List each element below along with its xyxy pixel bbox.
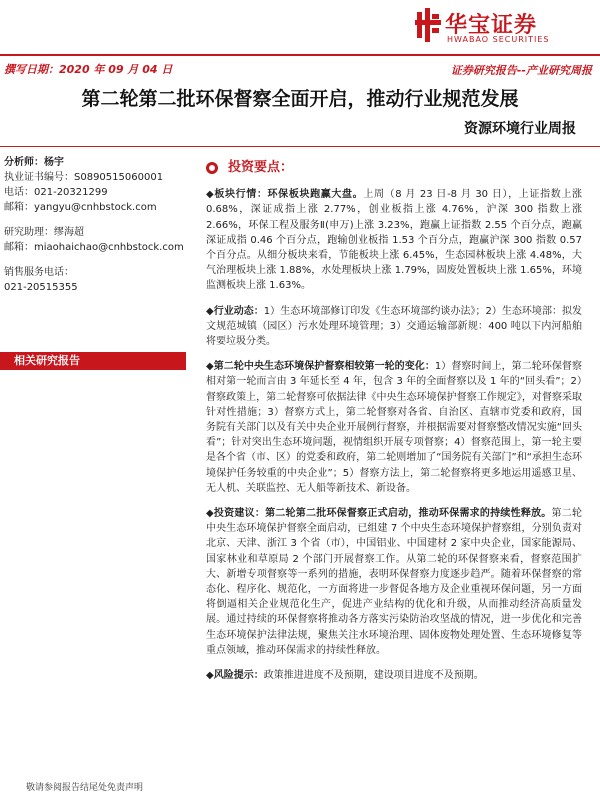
report-date: 撰写日期：2020 年 09 月 04 日: [4, 63, 173, 76]
header-divider: [0, 54, 600, 56]
email-label: 邮箱：: [4, 202, 34, 213]
para-body: 上周（8 月 23 日-8 月 30 日），上证指数上涨 0.68%，深证成指上涨 2.77%，创业板指上涨 4.76%，沪深 300 指数上涨 2.66%，环保工程及服务Ⅱ(申万)上涨 3.23%，跑赢上证指数 2.55 个百分点，跑赢深证成指 0.46 个百分点，跑输创业板指 1.53 个百分点，跑赢沪深 300 指数 0.57 个百分点。从细分板块来看，节能板块上涨 6.45%，生态园林板块上涨 4.48%，大气治理板块上涨 1.88%，水处理板块上涨 1.79%，固废处置板块上涨 1.65%，环境监测板块上涨 1.63%。: [206, 189, 582, 292]
footer-disclaimer: 敬请参阅报告结尾处免责声明: [26, 783, 144, 793]
analyst-row: [4, 155, 184, 170]
email-link[interactable]: yangyu@cnhbstock.com: [34, 202, 157, 213]
assistant-email-link[interactable]: miaohaichao@cnhbstock.com: [34, 242, 184, 253]
brand-name-en: HWABAO SECURITIES: [447, 35, 550, 44]
para-head: ◆风险提示：: [206, 670, 264, 682]
phone-label: 电话：: [4, 187, 34, 198]
assistant-email-row: [4, 240, 184, 255]
para-body: 第二轮中央生态环境保护督察全面启动，已组建 7 个中央生态环境保护督察组，分别负责对北京、天津、浙江 3 个省（市），中国铝业、中国建材 2 家中央企业，国家能源局、国家林业和草原局 2 个部门开展督察工作。从第二轮的环保督察来看，督察范围扩大、新增专项督察等一系列的措施，表明环保督察力度逐步趋严。随着环保督察的常态化、程序化、规范化，一方面将进一步督促各地方及企业重视环保问题，另一方面将倒逼相关企业规范化生产，促进产业结构的优化和升级，从而推动经济高质量发展。通过持续的环保督察将推动各方落实污染防治攻坚战的情况，进一步优化和完善生态环境保护法律法规，聚焦关注水环境治理、固体废物处理处置、生态环境修复等重点领域，推动环保需求的持续性释放。: [206, 508, 582, 656]
para-news: [206, 304, 582, 350]
para-head: ◆板块行情：环保板块跑赢大盘。: [206, 189, 364, 201]
para-changes: [206, 359, 582, 496]
report-category: 证券研究报告--产业研究周报: [450, 64, 592, 77]
assistant-email-label: 邮箱：: [4, 242, 34, 253]
para-advice: [206, 506, 582, 658]
cert-label: 执业证书编号：: [4, 172, 74, 183]
para-body: 政策推进进度不及预期，建设项目进度不及预期。: [263, 670, 484, 682]
sales-label: 销售服务电话：: [4, 267, 74, 278]
para-body: 1）督察时间上，第二轮环保督察相对第一轮而言由 3 年延长至 4 年，包含 3 年的全面督察以及 1 年的“回头看”；2）督察政策上，第二轮督察可依据法律《中央生态环境保护督察工作规定》，对督察采取针对性措施；3）督察方式上，第二轮督察对各省、自治区、直辖市党委和政府，国务院有关部门以及有关中央企业开展例行督察，并根据需要对督察整改情况实施“回头看”；针对突出生态环境问题，视情组织开展专项督察；4）督察范围上，第一轮主要是各个省（市、区）的党委和政府，第二轮则增加了“国务院有关部门”和“承担生态环境保护任务较重的中央企业”；5）督察方法上，第二轮督察将更多地运用遥感卫星、无人机、关联监控、无人船等新技术、新设备。: [206, 361, 582, 494]
cert-number: S0890515060001: [74, 172, 164, 183]
phone-row: [4, 185, 184, 200]
cert-row: [4, 170, 184, 185]
para-head: ◆第二轮中央生态环境保护督察相较第一轮的变化：: [206, 361, 435, 373]
section-heading: [206, 160, 582, 175]
section-title: 投资要点：: [228, 160, 294, 175]
sales-phone: 021-20515355: [4, 282, 78, 293]
assistant-label: 研究助理：: [4, 227, 54, 238]
brand-logo: [415, 6, 595, 48]
analyst-info: [4, 155, 184, 295]
assistant-row: [4, 225, 184, 240]
analyst-label: 分析师：: [4, 157, 44, 168]
analyst-name: 杨宇: [44, 157, 64, 168]
para-risk: [206, 668, 582, 683]
title-divider: [0, 146, 600, 147]
para-market: [206, 187, 582, 293]
investment-highlights: [206, 160, 582, 693]
report-subtitle: 资源环境行业周报: [464, 121, 576, 137]
target-icon: [206, 162, 218, 174]
brand-name-cn: 华宝证券: [445, 13, 538, 38]
related-reports-header: 相关研究报告: [0, 352, 186, 370]
para-head: ◆投资建议：第二轮第二批环保督察正式启动，推动环保需求的持续性释放。: [206, 508, 552, 520]
email-row: [4, 200, 184, 215]
para-body: 1）生态环境部修订印发《生态环境部约谈办法》；2）生态环境部：拟发文规范城镇（园区）污水处理环境管理；3）交通运输部新规：400 吨以下内河船舶将要垃圾分类。: [206, 305, 582, 348]
report-title: 第二轮第二批环保督察全面开启，推动行业规范发展: [81, 88, 519, 110]
para-head: ◆行业动态：: [206, 305, 264, 317]
brand-mark-icon: [415, 8, 441, 42]
phone-number: 021-20321299: [34, 187, 108, 198]
assistant-name: 缪海超: [54, 227, 84, 238]
